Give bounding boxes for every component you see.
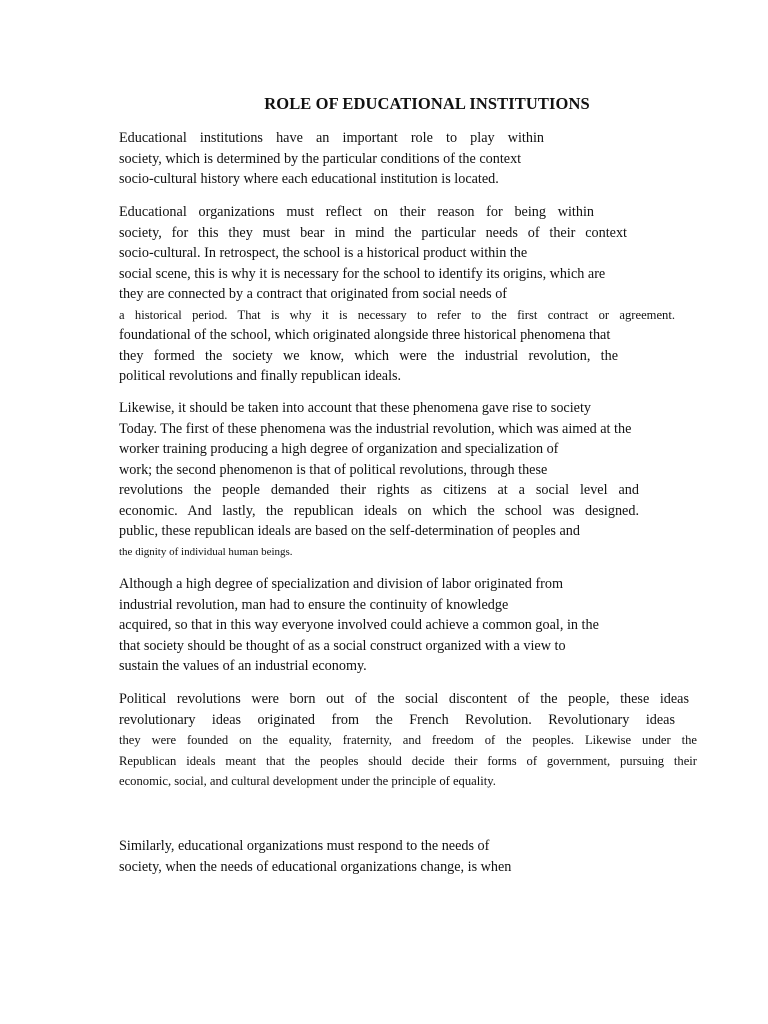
text-line: revolutions the people demanded their rights as citizens at a social level and (119, 482, 639, 498)
text-line: they formed the society we know, which were the industrial revolution, the (119, 347, 618, 364)
text-line: work; the second phenomenon is that of political revolutions, through these (119, 461, 548, 478)
text-line: social scene, this is why it is necessary for the school to identify its origins, which are (119, 265, 606, 282)
text-line: Although a high degree of specialization and division of labor originated from (119, 576, 564, 592)
text-line: industrial revolution, man had to ensure the continuity of knowledge (119, 596, 509, 613)
text-line: society, which is determined by the particular conditions of the context (119, 150, 522, 167)
text-line: foundational of the school, which originated alongside three historical phenomena that (119, 327, 611, 343)
paragraph-5 (119, 689, 697, 792)
paragraph-3 (119, 398, 687, 562)
paragraph-6 (119, 836, 687, 877)
text-line: acquired, so that in this way everyone involved could achieve a common goal, in the (119, 617, 599, 633)
text-line: society, when the needs of educational organizations change, is when (119, 858, 512, 875)
text-line: socio-cultural history where each educational institution is located. (119, 171, 499, 187)
text-line: a historical period. That is why it is necessary to refer to the first contract or agreement. (119, 307, 675, 322)
paragraph-1 (119, 128, 687, 190)
text-line: they are connected by a contract that originated from social needs of (119, 286, 508, 302)
document-title: ROLE OF EDUCATIONAL INSTITUTIONS (264, 94, 590, 113)
text-line: the dignity of individual human beings. (119, 545, 293, 558)
text-line: public, these republican ideals are based on the self-determination of peoples and (119, 523, 580, 539)
text-line: political revolutions and finally republican ideals. (119, 368, 402, 384)
paragraph-4 (119, 574, 687, 677)
text-line: that society should be thought of as a social construct organized with a view to (119, 637, 566, 654)
text-line: sustain the values of an industrial economy. (119, 658, 367, 674)
text-line: Political revolutions were born out of the social discontent of the people, these ideas (119, 691, 689, 707)
text-line: revolutionary ideas originated from the French Revolution. Revolutionary ideas (119, 711, 675, 728)
text-line: Educational organizations must reflect on their reason for being within (119, 204, 594, 220)
paragraph-2 (119, 202, 687, 387)
text-line: Similarly, educational organizations must respond to the needs of (119, 838, 490, 854)
text-line: they were founded on the equality, fraternity, and freedom of the peoples. Likewise under the (119, 733, 697, 747)
text-line: Likewise, it should be taken into account that these phenomena gave rise to society (119, 400, 591, 416)
text-line: economic, social, and cultural development under the principle of equality. (119, 774, 496, 788)
text-line: Educational institutions have an important role to play within (119, 130, 544, 146)
text-line: socio-cultural. In retrospect, the school is a historical product within the (119, 245, 528, 261)
text-line: society, for this they must bear in mind the particular needs of their context (119, 224, 627, 241)
text-line: economic. And lastly, the republican ideals on which the school was designed. (119, 502, 639, 519)
text-line: worker training producing a high degree of organization and specialization of (119, 441, 559, 457)
text-line: Republican ideals meant that the peoples should decide their forms of government, pursuing their (119, 753, 697, 768)
text-line: Today. The first of these phenomena was the industrial revolution, which was aimed at the (119, 420, 632, 437)
